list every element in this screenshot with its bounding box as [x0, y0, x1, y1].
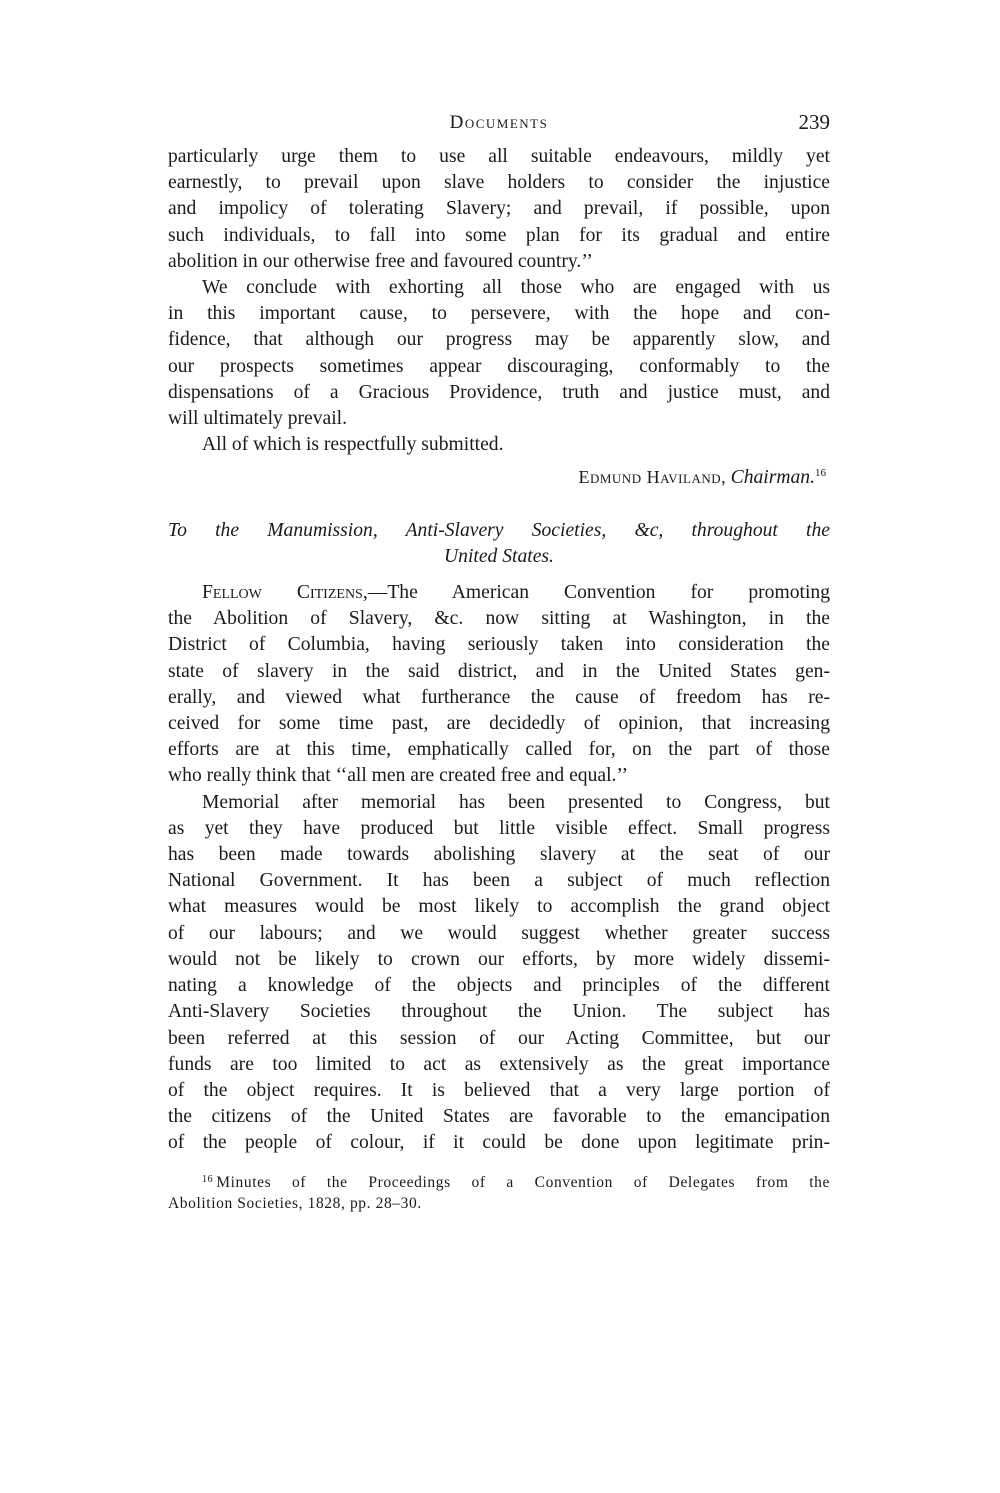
text-line: the citizens of the United States are favorable to the emancipation	[168, 1106, 830, 1128]
text-line: what measures would be most likely to accomplish the grand object	[168, 896, 830, 918]
text-line: dispensations of a Gracious Providence, truth and justice must, and	[168, 381, 830, 403]
text-line: earnestly, to prevail upon slave holders to consider the injustice	[168, 172, 830, 194]
text-line: efforts are at this time, emphatically called for, on the part of those	[168, 739, 830, 761]
footnote-line: Abolition Societies, 1828, pp. 28–30.	[168, 1194, 422, 1212]
address-heading	[168, 518, 830, 570]
footnote	[168, 1169, 830, 1214]
text-line: as yet they have produced but little visible effect. Small progress	[168, 817, 830, 839]
signatory-title: Chairman.	[730, 467, 815, 489]
letter-paragraph-2	[168, 790, 830, 1157]
text-line: funds are too limited to act as extensively as the great importance	[168, 1053, 830, 1075]
signatory-name: Edmund Haviland,	[578, 467, 727, 488]
text-line: of the people of colour, if it could be done upon legitimate prin-	[168, 1132, 830, 1154]
signature	[168, 460, 830, 491]
text-line: our prospects sometimes appear discouraging, conformably to the	[168, 355, 830, 377]
salutation: Fellow Citizens,	[202, 582, 368, 604]
text-line: National Government. It has been a subject of much reflection	[168, 870, 830, 892]
text-line: abolition in our otherwise free and favoured country.’’	[168, 250, 593, 272]
text-line: of the object requires. It is believed that a very large portion of	[168, 1079, 830, 1101]
text-line: Memorial after memorial has been presented to Congress, but	[202, 791, 830, 813]
footnote-line	[168, 1169, 830, 1193]
text-line: in this important cause, to persevere, with the hope and con-	[168, 303, 830, 325]
footnote-reference: 16	[815, 467, 826, 480]
conclusion-paragraph	[168, 275, 830, 432]
text-line: particularly urge them to use all suitable endeavours, mildly yet	[168, 146, 830, 167]
text-line: the Abolition of Slavery, &c. now sitting at Washington, in the	[168, 608, 830, 630]
continuation-paragraph	[168, 144, 830, 275]
page-number: 239	[798, 110, 830, 134]
text-line: state of slavery in the said district, and in the United States gen-	[168, 660, 830, 682]
text-line: erally, and viewed what furtherance the cause of freedom has re-	[168, 686, 830, 708]
text-line: fidence, that although our progress may be apparently slow, and	[168, 329, 830, 351]
running-header	[168, 108, 830, 144]
text-line: who really think that ‘‘all men are created free and equal.’’	[168, 765, 629, 787]
text-line: been referred at this session of our Acting Committee, but our	[168, 1027, 830, 1049]
text-line: and impolicy of tolerating Slavery; and prevail, if possible, upon	[168, 198, 830, 220]
text-line: ceived for some time past, are decidedly of opinion, that increasing	[168, 713, 830, 735]
text-line: We conclude with exhorting all those who are engaged with us	[202, 277, 830, 299]
text-line: would not be likely to crown our efforts, by more widely dissemi-	[168, 948, 830, 970]
address-line: United States.	[444, 545, 554, 567]
text-line: All of which is respectfully submitted.	[202, 434, 504, 456]
text-line	[168, 580, 830, 606]
text-line: will ultimately prevail.	[168, 408, 348, 430]
document-page	[168, 108, 830, 1214]
footnote-text: Minutes of the Proceedings of a Convention of Delegates from the	[216, 1173, 830, 1191]
text-line: such individuals, to fall into some plan for its gradual and entire	[168, 224, 830, 246]
text-line: District of Columbia, having seriously taken into consideration the	[168, 634, 830, 656]
address-line: To the Manumission, Anti-Slavery Societies, &c, throughout the	[168, 519, 830, 541]
running-title: Documents	[449, 112, 549, 133]
text-line: Anti-Slavery Societies throughout the Union. The subject has	[168, 1001, 830, 1023]
text-line: of our labours; and we would suggest whether greater success	[168, 922, 830, 944]
letter-paragraph-1	[168, 580, 830, 790]
submitted-line	[168, 432, 830, 458]
text-fragment: —The American Convention for promoting	[367, 582, 830, 604]
footnote-number: 16	[202, 1173, 214, 1185]
text-line: nating a knowledge of the objects and principles of the different	[168, 975, 830, 997]
text-line: has been made towards abolishing slavery at the seat of our	[168, 844, 830, 866]
